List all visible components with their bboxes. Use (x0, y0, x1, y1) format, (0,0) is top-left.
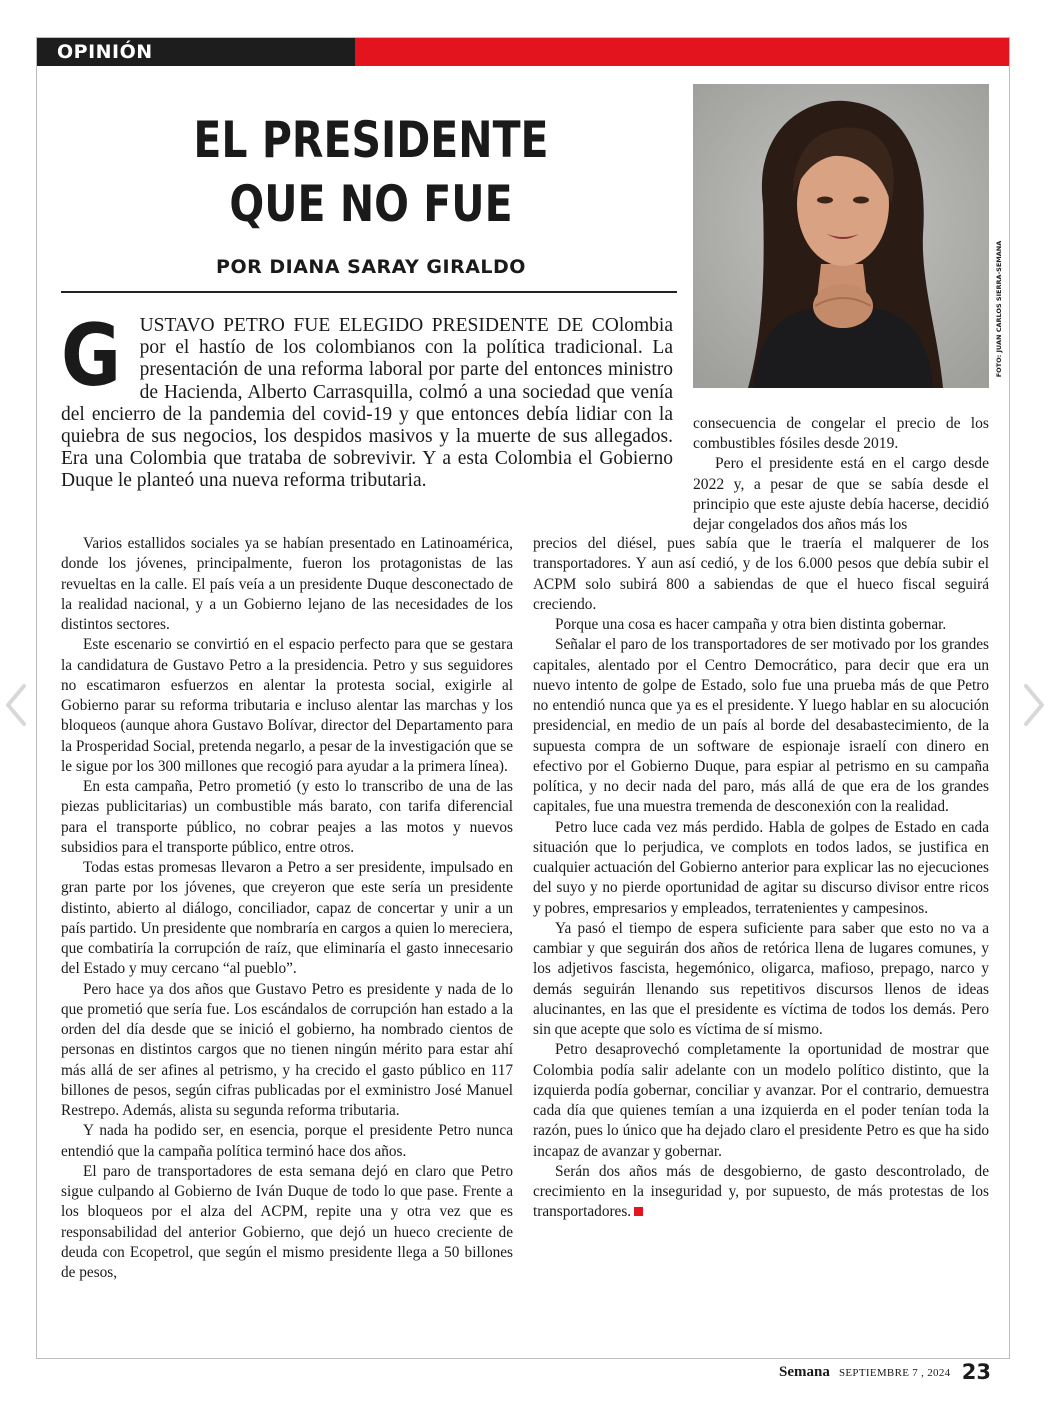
paragraph-last (533, 1162, 989, 1223)
body-column-right (533, 534, 989, 1223)
page-footer (779, 1360, 991, 1388)
paragraph-last-text: Serán dos años más de desgobierno, de gasto descontrolado, de crecimiento en la inseguridad y, por supuesto, de más protestas de los transportadores. (533, 1162, 989, 1221)
page-number: 23 (961, 1360, 991, 1384)
paragraph: Petro luce cada vez más perdido. Habla de golpes de Estado en cada situación que lo perjudica, ve complots en todos lados, se justifica en cualquier actuación del Gobierno anterior para explicar las no ejecuciones del suyo y no pierde oportunidad de agitar su discurso divisor entre ricos y pobres, empresarios y empleados, terratenientes y campesinos. (533, 818, 989, 917)
paragraph: El paro de transportadores de esta semana dejó en claro que Petro sigue culpando al Gobierno de Iván Duque de todo lo que pase. Frente a los bloqueos por el alza del ACPM, repite una y otra vez que es responsabilidad del anterior Gobierno, que dejó un hueco creciente de deuda con Ecopetrol, que según el mismo presidente llega a 50 billones de pesos, (61, 1162, 513, 1281)
paragraph: Señalar el paro de los transportadores de ser motivado por los grandes capitales, alentado por el Centro Democrático, para decir que era un nuevo intento de golpe de Estado, solo fue una prueba más de que Petro no entendió nunca que ya es el presidente. Y luego hablar en su alocución presidencial, en medio de un país al borde del desabastecimiento, de la supuesta compra de un software de espionaje israelí con dinero en efectivo por el Gobierno Duque, para espiar al petrismo en su campaña política, y no decir nada del paro, más allá de que era de los grandes capitales, fue una muestra tremenda de desconexión con la realidad. (533, 636, 989, 816)
magazine-name: Semana (779, 1364, 830, 1380)
headline-line-2: QUE NO FUE (229, 175, 513, 233)
issue-date: SEPTIEMBRE 7 , 2024 (839, 1367, 951, 1379)
paragraph: Pero hace ya dos años que Gustavo Petro es presidente y nada de lo que prometió que sería fue. Los escándalos de corrupción han estado a la orden del día desde que se inició el gobierno, ha nombrado cientos de personas en distintos cargos que no tienen ningún mérito para estar ahí más allá de ser afines al petrismo, y ha crecido el gasto público en 117 billones de pesos, según cifras publicadas por el exministro José Manuel Restrepo. Además, alista su segunda reforma tributaria. (61, 980, 513, 1119)
headline-line-1: EL PRESIDENTE (193, 111, 549, 169)
paragraph: Todas estas promesas llevaron a Petro a ser presidente, impulsado en gran parte por los jóvenes, que creyeron que este sería un presidente distinto, abierto al diálogo, conciliador, capaz de concertar y unir a un país partido. Un presidente que nombraría en cargos a quien lo mereciera, que combatiría la corrupción de raíz, que eliminaría el gasto innecesario del Estado y muy cercano “al pueblo”. (61, 859, 513, 978)
lead-text: USTAVO PETRO FUE ELEGIDO PRESIDENTE DE COlombia por el hastío de los colombianos con la política tradicional. La presentación de una reforma laboral por parte del entonces ministro de Hacienda, Alberto Carrasquilla, colmó a una sociedad que venía del encierro de la pandemia del covid-19 y que entonces debía lidiar con la quiebra de sus negocios, los despidos masivos y la muerte de sus allegados. Era una Colombia que trataba de sobrevivir. Y a esta Colombia el Gobierno Duque le planteó una nueva reforma tributaria. (61, 315, 673, 492)
paragraph: precios del diésel, pues sabía que le traería el malquerer de los transportadores. Y aun así cedió, y de los 6.000 pesos que debía subir el ACPM solo subirá 800 a sabiendas de que el hueco fiscal seguirá creciendo. (533, 535, 989, 613)
paragraph: En esta campaña, Petro prometió (y esto lo transcribo de una de las piezas publicitarias) un combustible más barato, con tarifa diferencial para el transporte público, no cobrar peajes a las motos y nuevos subsidios para el transporte público, entre otros. (61, 778, 513, 856)
paragraph: consecuencia de congelar el precio de los combustibles fósiles desde 2019. (693, 415, 989, 453)
lead-paragraph (61, 306, 673, 493)
author-photo (693, 84, 989, 388)
magazine-page (36, 37, 1010, 1384)
section-bar-red (355, 38, 1009, 66)
drop-cap: G (61, 306, 122, 406)
paragraph: Ya pasó el tiempo de espera suficiente para saber que esto no va a cambiar y que seguirán dos años de retórica llena de lugares comunes, y los adjetivos fascista, hegemónico, oligarca, mafioso, prepago, narco y demás seguirán llenando sus repetitivos discursos llenos de ideas alucinantes, en las que el presidente es víctima de todos los demás. Pero sin que acepte que solo es víctima de sí mismo. (533, 919, 989, 1038)
headline (97, 108, 645, 236)
paragraph: Porque una cosa es hacer campaña y otra bien distinta gobernar. (555, 616, 947, 633)
next-page-button[interactable] (1018, 682, 1048, 728)
chevron-right-icon (1018, 682, 1048, 728)
previous-page-button[interactable] (2, 682, 32, 728)
paragraph: Y nada ha podido ser, en esencia, porque el presidente Petro nunca entendió que la campaña política terminó hace dos años. (61, 1122, 513, 1160)
section-label: OPINIÓN (57, 41, 153, 63)
headline-rule (61, 291, 677, 293)
chevron-left-icon (2, 682, 32, 728)
end-mark-icon (634, 1207, 643, 1216)
photo-credit: FOTO: JUAN CARLOS SIERRA-SEMANA (995, 240, 1003, 378)
body-column-left (61, 534, 513, 1283)
paragraph: Petro desaprovechó completamente la oportunidad de mostrar que Colombia podía salir adelante con un modelo político distinto, que la izquierda podía gobernar, conciliar y avanzar. Por el contrario, demuestra cada día que quienes temían a una izquierda en el poder tenían toda la razón, pues lo único que ha dejado claro el presidente Petro es que ha sido incapaz de avanzar y gobernar. (533, 1041, 989, 1160)
paragraph: Pero el presidente está en el cargo desde 2022 y, a pesar de que se sabía desde el principio que este ajuste debía hacerse, decidió dejar congelados dos años más los (693, 455, 989, 534)
paragraph: Varios estallidos sociales ya se habían presentado en Latinoamérica, donde los jóvenes, principalmente, fueron los protagonistas de las revueltas en la calle. El país veía a un presidente Duque desconectado de la realidad nacional, y a un Gobierno lejano de las necesidades de los distintos sectores. (61, 535, 513, 633)
section-bar (37, 38, 1009, 66)
paragraph: Este escenario se convirtió en el espacio perfecto para que se gestara la candidatura de Gustavo Petro a la presidencia. Petro y sus seguidores no escatimaron esfuerzos en alentar la protesta social, exigirle al Gobierno parar su reforma tributaria e incluso alentar las marchas y los bloqueos (aunque ahora Gustavo Bolívar, director del Departamento para la Prosperidad Social, pretenda negarlo, a pesar de la investigación que se le sigue por los 300 millones que recogió para ayudar a la primera línea). (61, 636, 513, 775)
right-column-top (693, 414, 989, 535)
byline: POR DIANA SARAY GIRALDO (216, 256, 526, 278)
